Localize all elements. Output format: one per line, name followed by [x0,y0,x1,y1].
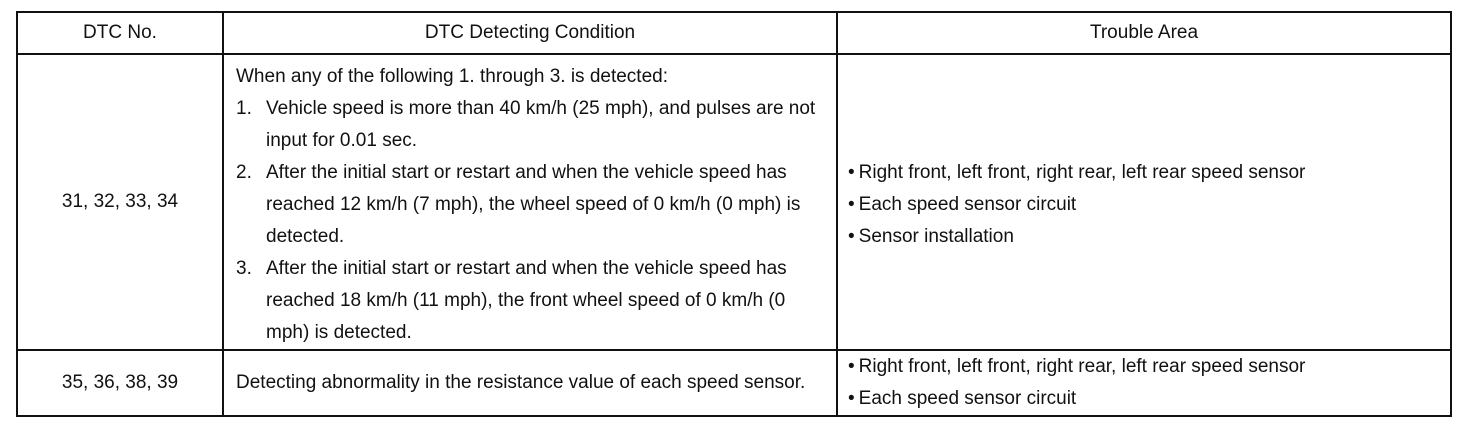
condition-item-number: 3. [236,258,252,279]
table-row [17,54,1451,350]
condition-item-text: After the initial start or restart and when the vehicle speed has reached 18 km/h (11 mph), the front wheel speed of 0 km/h (0 mph) is detected. [266,258,787,343]
header-trouble-area: Trouble Area [837,12,1451,54]
dtc-number-cell: 35, 36, 38, 39 [17,350,223,416]
header-dtc-no: DTC No. [17,12,223,54]
dtc-number-cell: 31, 32, 33, 34 [17,54,223,350]
condition-item [236,93,836,157]
table-row [17,350,1451,416]
condition-item-text: Vehicle speed is more than 40 km/h (25 mph), and pulses are not input for 0.01 sec. [266,98,816,151]
header-row [17,12,1451,54]
dtc-table [16,11,1452,417]
condition-cell [223,54,837,350]
header-condition: DTC Detecting Condition [223,12,837,54]
trouble-area-item: • Right front, left front, right rear, left rear speed sensor [848,351,1450,383]
condition-item-number: 2. [236,162,252,183]
condition-cell [223,350,837,416]
condition-intro: When any of the following 1. through 3. is detected: [236,66,668,87]
trouble-area-item: • Sensor installation [848,221,1450,253]
trouble-area-item: • Each speed sensor circuit [848,189,1450,221]
condition-text: Detecting abnormality in the resistance value of each speed sensor. [236,372,806,393]
condition-item-number: 1. [236,98,252,119]
condition-item [236,157,836,253]
trouble-area-item: • Each speed sensor circuit [848,383,1450,415]
condition-item-text: After the initial start or restart and when the vehicle speed has reached 12 km/h (7 mph), the wheel speed of 0 km/h (0 mph) is detected. [266,162,801,247]
condition-item [236,253,836,349]
trouble-area-cell [837,350,1451,416]
trouble-area-item: • Right front, left front, right rear, left rear speed sensor [848,157,1450,189]
trouble-area-cell [837,54,1451,350]
